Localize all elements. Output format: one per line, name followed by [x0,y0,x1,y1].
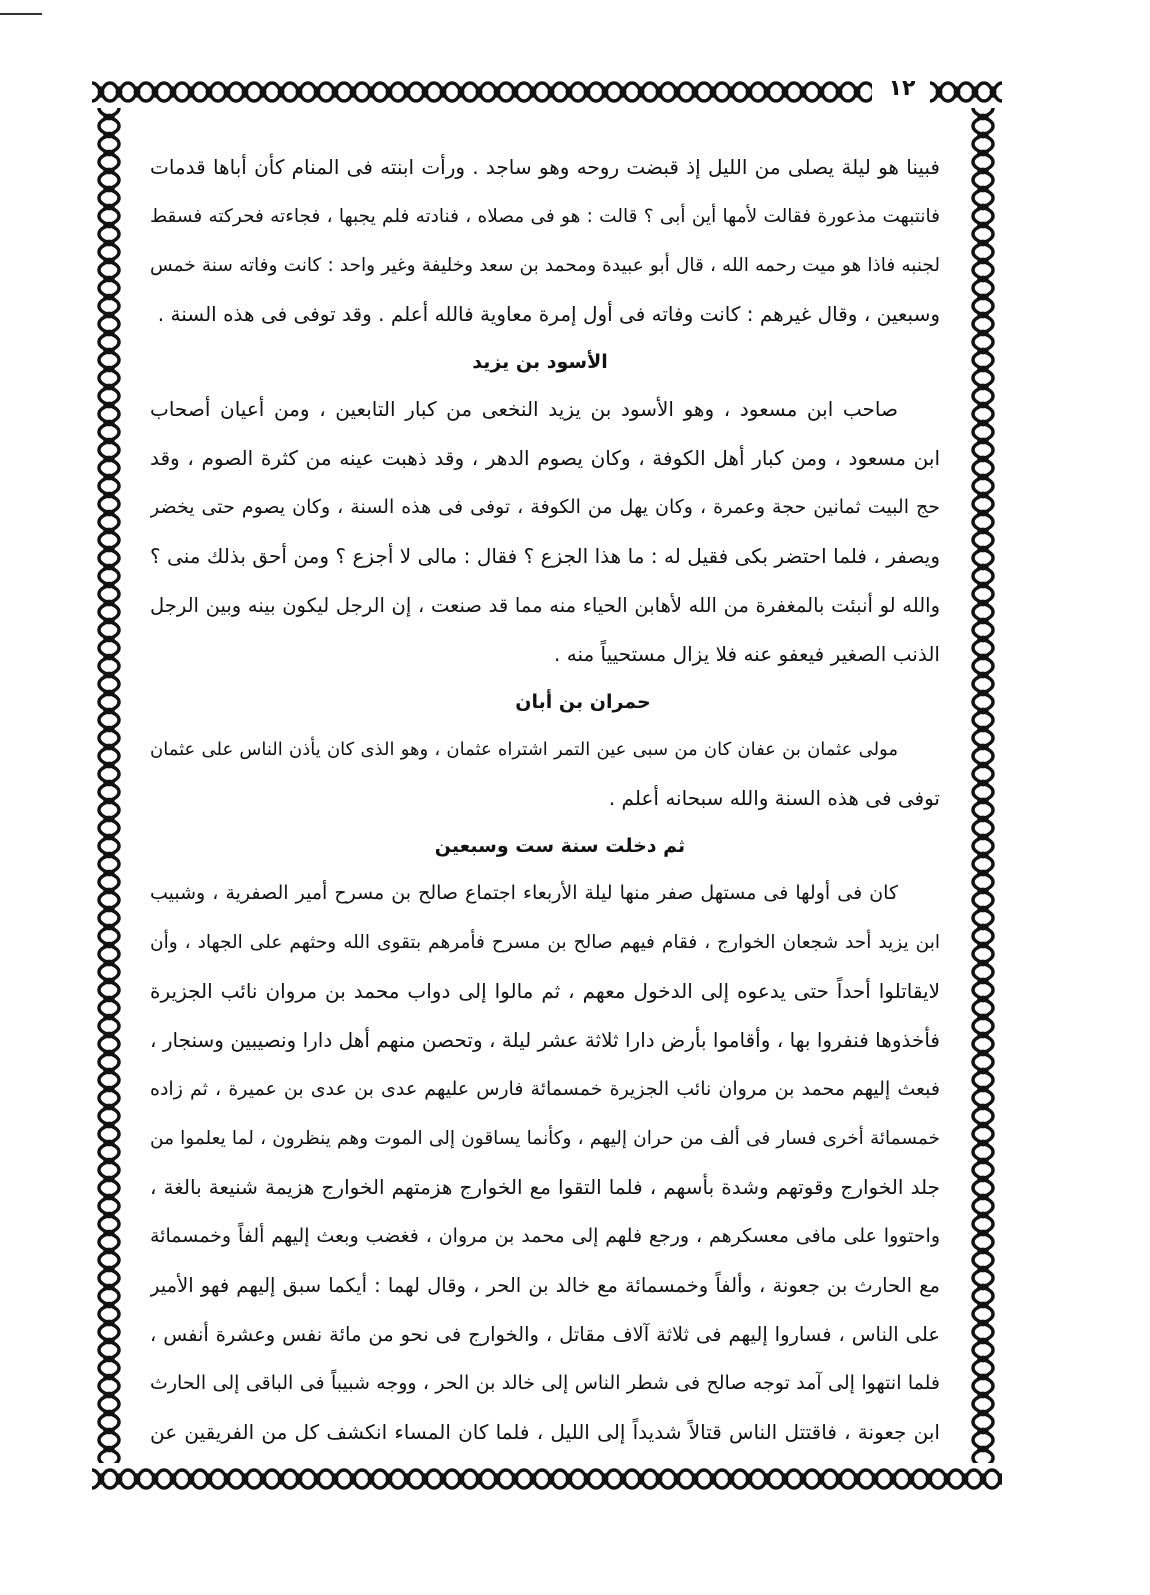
text-line: كان فى أولها فى مستهل صفر منها ليلة الأربعاء اجتماع صالح بن مسرح أمير الصفرية ، وشبيب [150,882,898,904]
text-line: والله لو أنبئت بالمغفرة من الله لأهابن الحياء منه مما قد صنعت ، إن الرجل ليكون بينه وبين الرجل [150,594,940,617]
text-line: وسبعين ، وقال غيرهم : كانت وفاته فى أول إمرة معاوية فالله أعلم . وقد توفى فى هذه السنة . [157,302,940,326]
text-line: لجنبه فاذا هو ميت رحمه الله ، قال أبو عبيدة ومحمد بن سعد وخليفة وغير واحد : كانت وفاته سنة خمس [150,255,940,276]
text-line: فانتبهت مذعورة فقالت لأمها أين أبى ؟ قالت : هو فى مصلاه ، فنادته فلم يجبها ، فجاءته فحركته فسقط [150,206,940,227]
section-heading: الأسود بن يزيد [472,351,608,373]
text-line: توفى فى هذه السنة والله سبحانه أعلم . [608,786,940,810]
text-line: فلما انتهوا إلى آمد توجه صالح فى شطر الناس إلى خالد بن الحر ، ووجه شبيباً فى الباقى إلى الحارث [150,1372,940,1394]
text-line: صاحب ابن مسعود ، وهو الأسود بن يزيد النخعى من كبار التابعين ، ومن أعيان أصحاب [150,397,898,421]
border-left [92,108,126,1463]
text-line: خمسمائة أخرى فسار فى ألف من حران إليهم ، وكأنما يساقون إلى الموت وهم ينظرون ، لما يعلموا من [150,1128,940,1149]
section-heading: حمران بن أبان [515,691,651,713]
text-line: فأخذوها فنفروا بها ، وأقاموا بأرض دارا ثلاثة عشر ليلة ، وتحصن منهم أهل دارا ونصيبين وسنجار ، [150,1028,940,1052]
border-right [966,108,1000,1463]
border-bottom [92,1463,1002,1497]
border-top [92,76,872,108]
text-line: ابن مسعود ، ومن كبار أهل الكوفة ، وكان يصوم الدهر ، وقد ذهبت عينه من كثرة الصوم ، وقد [150,446,940,470]
text-line: فبعث إليهم محمد بن مروان نائب الجزيرة خمسمائة فارس عليهم عدى بن عدى بن عميرة ، ثم زاده [150,1078,940,1100]
text-line: ابن جعونة ، فاقتتل الناس قتالاً شديداً إلى الليل ، فلما كان المساء انكشف كل من الفريقين عن [150,1420,940,1444]
page-number: ١٢ [888,76,916,101]
border-top-corner [930,76,1002,108]
text-line: على الناس ، فساروا إليهم فى ثلاثة آلاف مقاتل ، والخوارج فى نحو من مائة نفس وعشرة أنفس ، [150,1323,940,1346]
text-line: الذنب الصغير فيعفو عنه فلا يزال مستحيياً منه . [554,642,940,666]
page-body [150,143,940,1457]
text-line: ابن يزيد أحد شجعان الخوارج ، فقام فيهم صالح بن مسرح فأمرهم بتقوى الله وحثهم على الجهاد ، وأن [150,932,940,953]
text-line: لايقاتلوا أحداً حتى يدعوه إلى الدخول معهم ، ثم مالوا إلى دواب محمد بن مروان نائب الجزيرة [150,979,940,1003]
text-line: واحتووا على مافى معسكرهم ، ورجع فلهم إلى محمد بن مروان ، فغضب وبعث إليهم ألفاً وخمسمائة [150,1225,940,1247]
text-line: مع الحارث بن جعونة ، وألفاً وخمسمائة مع خالد بن الحر ، وقال لهما : أيكما سبق إليهم فهو الأمير [150,1274,940,1297]
text-line: ويصفر ، فلما احتضر بكى فقيل له : ما هذا الجزع ؟ فقال : مالى لا أجزع ؟ ومن أحق بذلك منى ؟ [150,544,940,568]
text-line: حج البيت ثمانين حجة وعمرة ، وكان يهل من الكوفة ، توفى فى هذه السنة ، وكان يصوم حتى يخضر [150,496,940,518]
section-heading: ثم دخلت سنة ست وسبعين [434,835,686,857]
text-line: مولى عثمان بن عفان كان من سبى عين التمر اشتراه عثمان ، وهو الذى كان يأذن الناس على عثمان [150,739,898,760]
text-line: فبينا هو ليلة يصلى من الليل إذ قبضت روحه وهو ساجد . ورأت ابنته فى المنام كأن أباها قدمات [150,155,940,179]
text-line: جلد الخوارج وقوتهم وشدة بأسهم ، فلما التقوا مع الخوارج هزمتهم الخوارج هزيمة شنيعة بالغة ، [150,1175,940,1199]
